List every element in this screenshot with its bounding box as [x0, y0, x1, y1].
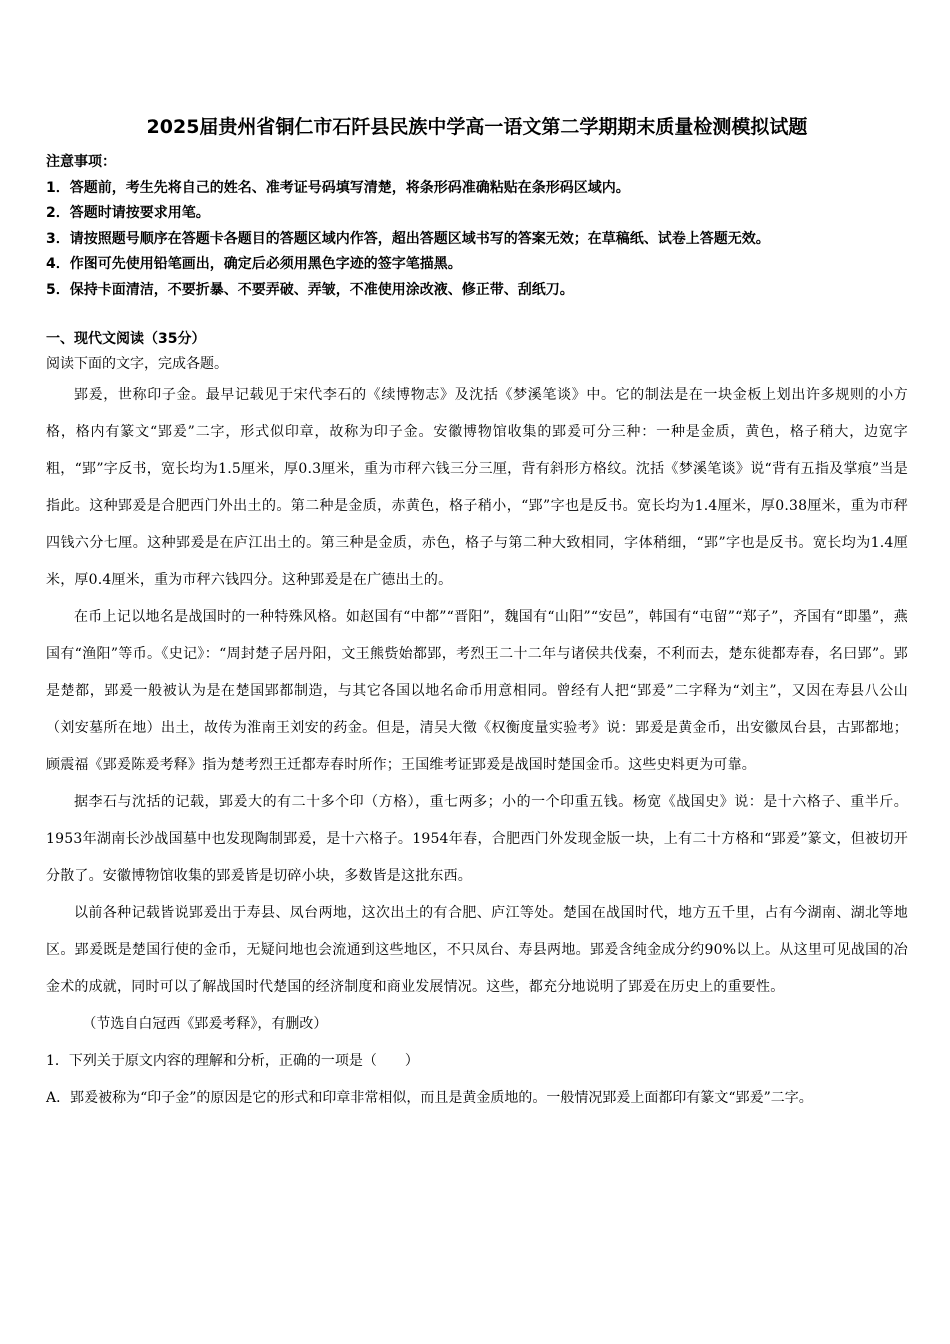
reading-section — [46, 327, 908, 1117]
notice-item-5: 5．保持卡面清洁，不要折暴、不要弄破、弄皱，不准使用涂改液、修正带、刮纸刀。 — [46, 281, 574, 298]
section-heading: 一、现代文阅读（35分） — [46, 331, 206, 347]
question-1: 1．下列关于原文内容的理解和分析，正确的一项是（ ） — [46, 1053, 419, 1069]
question-1-option-a: A．郢爰被称为“印子金”的原因是它的形式和印章非常相似，而且是黄金质地的。一般情况郢爰上面都印有篆文“郢爰”二字。 — [46, 1090, 813, 1106]
notice-item-3: 3．请按照题号顺序在答题卡各题目的答题区域内作答，超出答题区域书写的答案无效；在草稿纸、试卷上答题无效。 — [46, 230, 770, 247]
notice-block — [46, 150, 908, 303]
notice-item-2: 2．答题时请按要求用笔。 — [46, 205, 210, 221]
passage-paragraph-1: 郢爰，世称印子金。最早记载见于宋代李石的《续博物志》及沈括《梦溪笔谈》中。它的制法是在一块金板上划出许多规则的小方格，格内有篆文“郢爰”二字，形式似印章，故称为印子金。安徽博物馆收集的郢爰可分三种：一种是金质，黄色，格子稍大，边宽字粗，“郢”字反书，宽长均为1.5厘米，厚0.3厘米，重为市秤六钱三分三厘，背有斜形方格纹。沈括《梦溪笔谈》说“背有五指及掌痕”当是指此。这种郢爰是合肥西门外出土的。第二种是金质，赤黄色，格子稍小，“郢”字也是反书。宽长均为1.4厘米，厚0.38厘米，重为市秤四钱六分七厘。这种郢爰是在庐江出土的。第三种是金质，赤色，格子与第二种大致相同，字体稍细，“郢”字也是反书。宽长均为1.4厘米，厚0.4厘米，重为市秤六钱四分。这种郢爰是在广德出土的。 — [46, 387, 908, 588]
passage-paragraph-4: 以前各种记载皆说郢爰出于寿县、凤台两地，这次出土的有合肥、庐江等处。楚国在战国时代，地方五千里，占有今湖南、湖北等地区。郢爰既是楚国行使的金币，无疑问地也会流通到这些地区，不只凤台、寿县两地。郢爰含纯金成分约90%以上。从这里可见战国的冶金术的成就，同时可以了解战国时代楚国的经济制度和商业发展情况。这些，都充分地说明了郢爰在历史上的重要性。 — [46, 905, 908, 995]
exam-page — [46, 112, 908, 1117]
passage-paragraph-3: 据李石与沈括的记载，郢爰大的有二十多个印（方格），重七两多；小的一个印重五钱。杨宽《战国史》说：是十六格子、重半斤。1953年湖南长沙战国墓中也发现陶制郢爰，是十六格子。1954年春，合肥西门外发现金版一块，上有二十方格和“郢爰”篆文，但被切开分散了。安徽博物馆收集的郢爰皆是切碎小块，多数皆是这批东西。 — [46, 794, 908, 884]
notice-heading: 注意事项： — [46, 154, 116, 170]
exam-title: 2025届贵州省铜仁市石阡县民族中学高一语文第二学期期末质量检测模拟试题 — [146, 116, 808, 138]
passage-source: （节选自白冠西《郢爰考释》，有删改） — [82, 1016, 328, 1032]
passage-paragraph-2: 在币上记以地名是战国时的一种特殊风格。如赵国有“中都”“晋阳”，魏国有“山阳”“安邑”，韩国有“屯留”“郑子”，齐国有“即墨”，燕国有“渔阳”等币。《史记》：“周封楚子居丹阳，文王熊赀始都郢，考烈王二十二年与诸侯共伐秦，不利而去，楚东徙都寿春，名曰郢”。郢是楚都，郢爰一般被认为是在楚国郢都制造，与其它各国以地名命币用意相同。曾经有人把“郢爰”二字释为“刘主”，又因在寿县八公山（刘安墓所在地）出土，故传为淮南王刘安的药金。但是，清吴大徵《权衡度量实验考》说：郢爰是黄金币，出安徽凤台县，古郢都地；顾震福《郢爰陈爰考释》指为楚考烈王迁都寿春时所作；王国维考证郢爰是战国时楚国金币。这些史料更为可靠。 — [46, 609, 908, 773]
notice-item-4: 4．作图可先使用铅笔画出，确定后必须用黑色字迹的签字笔描黑。 — [46, 256, 462, 272]
notice-item-1: 1．答题前，考生先将自己的姓名、准考证号码填写清楚，将条形码准确粘贴在条形码区域内。 — [46, 179, 630, 196]
section-instruction: 阅读下面的文字，完成各题。 — [46, 356, 228, 372]
